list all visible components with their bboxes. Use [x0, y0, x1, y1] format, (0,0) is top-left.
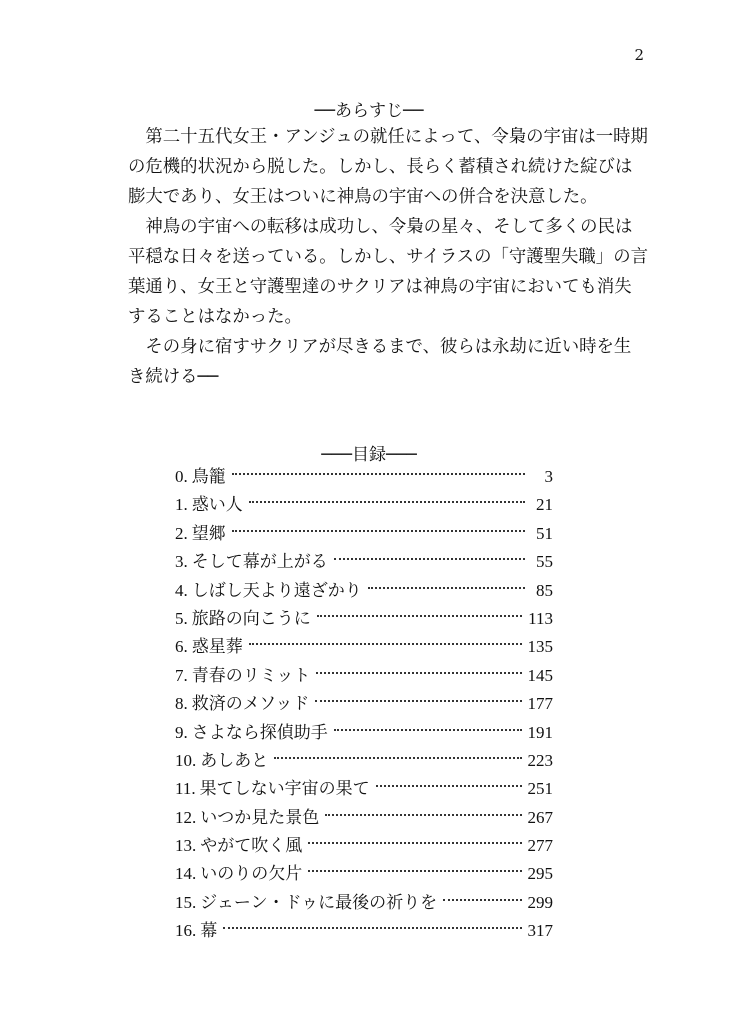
toc-entry[interactable]	[175, 520, 553, 548]
toc-entry-title: 鳥籠	[191, 467, 226, 487]
toc-entry[interactable]	[175, 860, 553, 888]
toc-entry[interactable]	[175, 747, 553, 775]
toc-entry-number: 3.	[175, 552, 188, 572]
toc-entry[interactable]	[175, 804, 553, 832]
toc-entry-title: 果てしない宇宙の果て	[199, 779, 370, 800]
toc-entry-title: 望郷	[191, 523, 226, 544]
toc-leader	[249, 501, 525, 503]
toc-entry[interactable]	[175, 662, 553, 690]
toc-entry-page: 295	[527, 864, 553, 884]
toc-entry-number: 16.	[175, 921, 197, 941]
toc-entry-title: やがて吹く風	[200, 836, 303, 857]
toc-entry-number: 4.	[175, 580, 188, 600]
page-number: 2	[634, 46, 644, 64]
toc-entry-page: 277	[527, 836, 553, 856]
toc-leader	[249, 643, 522, 645]
toc-leader	[443, 899, 521, 901]
toc-leader	[334, 558, 525, 560]
synopsis-heading: ──あらすじ──	[314, 101, 424, 121]
toc-entry-page: 317	[527, 921, 553, 941]
toc-entry[interactable]	[175, 491, 553, 519]
toc-entry-page: 177	[527, 694, 553, 714]
synopsis-body	[128, 122, 648, 392]
toc-entry-title: いつか見た景色	[200, 807, 320, 828]
toc-entry-page: 251	[527, 779, 553, 799]
toc-entry[interactable]	[175, 548, 553, 576]
toc-entry-title: 救済のメソッド	[191, 694, 310, 715]
toc-entry[interactable]	[175, 719, 553, 747]
toc-entry[interactable]	[175, 463, 553, 491]
toc-entry-title: いのりの欠片	[200, 864, 303, 885]
toc-entry[interactable]	[175, 889, 553, 917]
toc-entry[interactable]	[175, 690, 553, 718]
synopsis-paragraph: 神鳥の宇宙への転移は成功し、令梟の星々、そして多くの民は平穏な日々を送っている。しかし、サイラスの「守護聖失職」の言葉通り、女王と守護聖達のサクリアは神鳥の宇宙においても消失することはなかった。	[128, 217, 648, 327]
toc-entry-page: 223	[527, 750, 553, 770]
toc-leader	[368, 587, 525, 589]
toc-entry-page: 3	[544, 467, 553, 486]
toc-entry-page: 21	[536, 495, 553, 515]
toc-entry-number: 13.	[175, 836, 197, 856]
toc-entry[interactable]	[175, 832, 553, 860]
toc-leader	[232, 473, 525, 475]
toc-entry-number: 0.	[175, 467, 188, 486]
toc-entry-title: そして幕が上がる	[191, 552, 328, 573]
toc-entry-number: 9.	[175, 722, 188, 742]
toc-entry-page: 85	[536, 580, 553, 600]
toc-leader	[317, 615, 522, 617]
toc-leader	[308, 842, 521, 844]
toc-entry-page: 51	[536, 523, 553, 543]
toc-entry-title: 青春のリミット	[191, 665, 311, 686]
toc-entry-number: 12.	[175, 807, 197, 827]
toc-entry-page: 267	[527, 807, 553, 827]
toc-leader	[308, 870, 521, 872]
synopsis-paragraph: その身に宿すサクリアが尽きるまで、彼らは永劫に近い時を生き続ける──	[128, 337, 632, 387]
toc-leader	[223, 927, 521, 929]
toc-entry-title: さよなら探偵助手	[191, 722, 328, 743]
toc-entry-number: 11.	[175, 779, 196, 799]
synopsis-paragraph: 第二十五代女王・アンジュの就任によって、令梟の宇宙は一時期の危機的状況から脱した。しかし、長らく蓄積され続けた綻びは膨大であり、女王はついに神鳥の宇宙への併合を決意した。	[128, 127, 648, 207]
toc-leader	[334, 729, 522, 731]
toc-leader	[325, 814, 521, 816]
toc-leader	[316, 672, 521, 674]
toc-heading: ───目録───	[321, 445, 417, 465]
toc-entry[interactable]	[175, 775, 553, 803]
toc-entry-title: 惑星葬	[191, 637, 243, 658]
toc-entry-number: 7.	[175, 665, 188, 685]
toc-entry-number: 14.	[175, 864, 197, 884]
toc-leader	[232, 530, 525, 532]
toc-entry-title: あしあと	[200, 750, 269, 771]
toc-entry-title: 幕	[200, 921, 218, 942]
toc-entry-title: 惑い人	[191, 495, 243, 516]
toc-entry-number: 1.	[175, 495, 188, 515]
toc-entry-number: 2.	[175, 523, 188, 543]
toc-leader	[376, 785, 522, 787]
toc-entry-page: 113	[528, 608, 553, 628]
toc-entry-page: 299	[527, 892, 553, 912]
toc-entry-number: 6.	[175, 637, 188, 657]
toc-leader	[315, 700, 521, 702]
table-of-contents	[175, 463, 553, 946]
toc-entry-number: 15.	[175, 892, 197, 912]
toc-entry-page: 145	[527, 665, 553, 685]
toc-leader	[274, 757, 521, 759]
toc-entry[interactable]	[175, 633, 553, 661]
toc-entry[interactable]	[175, 917, 553, 945]
toc-entry[interactable]	[175, 605, 553, 633]
toc-entry-number: 5.	[175, 608, 188, 628]
toc-entry-title: ジェーン・ドゥに最後の祈りを	[200, 892, 438, 913]
toc-entry[interactable]	[175, 577, 553, 605]
toc-entry-page: 55	[536, 552, 553, 572]
toc-entry-page: 191	[527, 722, 553, 742]
toc-entry-number: 10.	[175, 750, 197, 770]
toc-entry-title: しばし天より遠ざかり	[191, 580, 362, 601]
toc-entry-title: 旅路の向こうに	[191, 608, 311, 629]
toc-entry-number: 8.	[175, 694, 188, 714]
toc-entry-page: 135	[527, 637, 553, 657]
